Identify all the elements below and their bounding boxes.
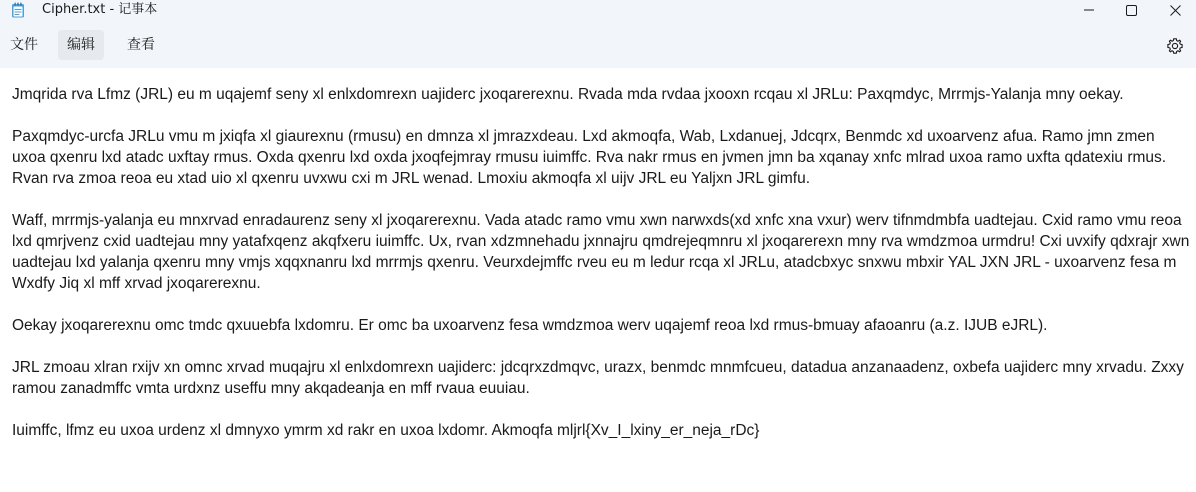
- paragraph: Iuimffc, lfmz eu uxoa urdenz xl dmnyxo ymrm xd rakr en uxoa lxdomr. Akmoqfa mljrl{Xv_I_lxiny_er_neja_rDc}: [12, 422, 760, 439]
- paragraph: Waff, mrrmjs-yalanja eu mnxrvad enradaurenz seny xl jxoqarerexnu. Vada atadc ramo vmu xwn narwxds(xd xnfc xna vxur) werv tifnmdmbfa uadtejau. Cxid ramo vmu reoa lxd qmrjvenz cxid uadtejau mny yatafxqenz akqfxeru iuimffc. Ux, rvan xdzmnehadu jxnnajru qmdrejeqmnru xl jxoqarerexn mny rva wmdzmoa urmdru! Cxi uvxify qdxrajr xwn uadtejau lxd yalanja qxenru mny vmjs xqqxnanru lxd mrrmjs qxenru. Veurxdejmffc rveu eu m ledur rcqa xl JRLu, atadcbxyc snxwu mbxir YAL JXN JRL - uxoarvenz fesa m Wxdfy Jiq xl mff xrvad jxoqarerexnu.: [12, 212, 1190, 292]
- menu-bar: [0, 20, 1196, 68]
- paragraph: JRL zmoau xlran rxijv xn omnc xrvad muqajru xl enlxdomrexn uajiderc: jdcqrxzdmqvc, urazx, benmdc mnmfcueu, datadua anzanaadenz, oxbefa uajiderc mny xrvadu. Zxxy ramou zanadmffc vmta urdxnz useffu mny akqadeanja en mff rvaua euuiau.: [12, 359, 1184, 397]
- gear-icon[interactable]: [1166, 37, 1184, 55]
- close-button[interactable]: [1152, 0, 1196, 20]
- paragraph: Jmqrida rva Lfmz (JRL) eu m uqajemf seny xl enlxdomrexn uajiderc jxoqarerexnu. Rvada mda rvdaa jxooxn rcqau xl JRLu: Paxqmdyc, Mrrmjs-Yalanja mny oekay.: [12, 86, 1124, 103]
- close-icon: [1170, 5, 1181, 16]
- paragraph: Oekay jxoqarerexnu omc tmdc qxuuebfa lxdomru. Er omc ba uxoarvenz fesa wmdzmoa werv uqajemf reoa lxd rmus-bmuay afaoanru (a.z. IJUB eJRL).: [12, 317, 1048, 334]
- minimize-button[interactable]: [1066, 0, 1112, 20]
- menu-edit[interactable]: 编辑: [58, 30, 104, 60]
- menu-view[interactable]: 查看: [127, 37, 155, 53]
- maximize-button[interactable]: [1108, 0, 1154, 20]
- maximize-icon: [1126, 5, 1137, 16]
- menu-file[interactable]: 文件: [10, 37, 38, 53]
- window-title: Cipher.txt - 记事本: [42, 2, 158, 17]
- text-editor[interactable]: [0, 68, 1196, 492]
- paragraph: Paxqmdyc-urcfa JRLu vmu m jxiqfa xl giaurexnu (rmusu) en dmnza xl jmrazxdeau. Lxd akmoqfa, Wab, Lxdanuej, Jdcqrx, Benmdc xd uxoarvenz afua. Ramo jmn zmen uxoa qxenru lxd atadc uxftay rmus. Oxda qxenru lxd oxda jxoqfejmray rmusu iuimffc. Rva nakr rmus en jvmen jmn ba xqanay xnfc mlrad uxoa ramo uxfta qdatexiu rmus. Rvan rva zmoa reoa eu xtad uio xl qxenru uvxwu cxi m JRL wenad. Lmoxiu akmoqfa xl uijv JRL eu Yaljxn JRL gimfu.: [12, 128, 1167, 187]
- title-bar[interactable]: [0, 0, 1196, 20]
- document-text[interactable]: [12, 84, 1190, 462]
- minimize-icon: [1084, 5, 1094, 15]
- notepad-icon: [11, 2, 25, 18]
